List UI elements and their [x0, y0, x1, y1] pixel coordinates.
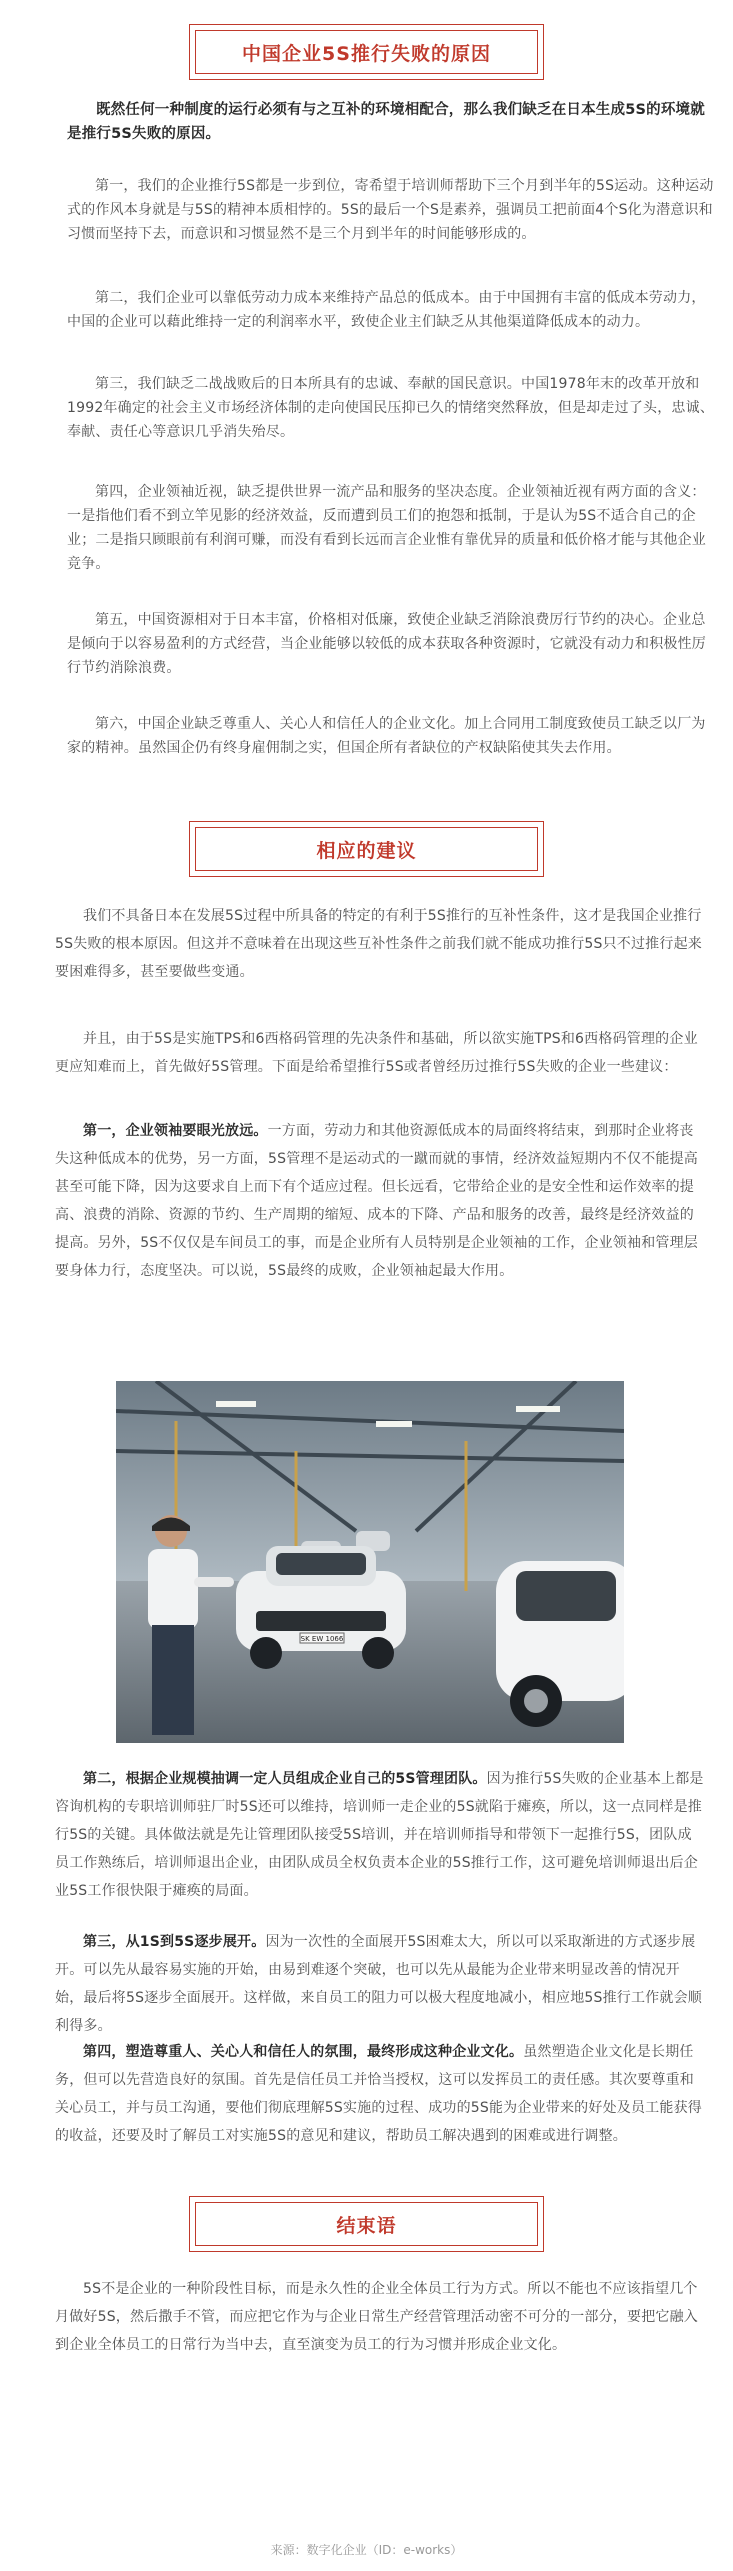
reason-6-paragraph: 第六，中国企业缺乏尊重人、关心人和信任人的企业文化。加上合同用工制度致使员工缺乏以厂为家的精神。虽然国企仍有终身雇佣制之实，但国企所有者缺位的产权缺陷使其失去作用。 — [67, 716, 706, 756]
suggestion-1-heading: 第一，企业领袖要眼光放远。 — [83, 1123, 268, 1139]
suggestion-4-body: 虽然塑造企业文化是长期任务，但可以先营造良好的氛围。首先是信任员工并恰当授权，这可以发挥员工的责任感。其次要尊重和关心员工，并与员工沟通，要他们彻底理解5S实施的过程、成功的5S能为企业带来的好处及员工能获得的收益，还要及时了解员工对实施5S的意见和建议，帮助员工解决遇到的困难或进行调整。 — [55, 2044, 702, 2144]
suggestion-2-paragraph — [55, 1765, 705, 1905]
suggestion-3-heading: 第三，从1S到5S逐步展开。 — [83, 1934, 266, 1950]
reason-3-paragraph: 第三，我们缺乏二战战败后的日本所具有的忠诚、奉献的国民意识。中国1978年末的改革开放和1992年确定的社会主义市场经济体制的走向使国民压抑已久的情绪突然释放，但是却走过了头，忠诚、奉献、责任心等意识几乎消失殆尽。 — [67, 376, 715, 440]
intro-paragraph: 既然任何一种制度的运行必须有与之互补的环境相配合，那么我们缺乏在日本生成5S的环境就是推行5S失败的原因。 — [67, 102, 705, 142]
conclusion-paragraph: 5S不是企业的一种阶段性目标，而是永久性的企业全体员工行为方式。所以不能也不应该指望几个月做好5S，然后撒手不管，而应把它作为与企业日常生产经营管理活动密不可分的一部分，要把它融入到企业全体员工的日常行为当中去，直至演变为员工的行为习惯并形成企业文化。 — [55, 2281, 698, 2353]
section-title-reasons-text: 中国企业5S推行失败的原因 — [195, 30, 538, 74]
section-title-reasons — [189, 24, 544, 80]
license-plate-text: SK EW 1066 — [300, 1635, 344, 1643]
factory-photo — [116, 1381, 624, 1743]
suggestion-1-paragraph — [55, 1117, 705, 1285]
suggestion-context-paragraph: 并且，由于5S是实施TPS和6西格码管理的先决条件和基础，所以欲实施TPS和6西格码管理的企业更应知难而上，首先做好5S管理。下面是给希望推行5S或者曾经历过推行5S失败的企业一些建议： — [55, 1031, 698, 1075]
section-title-conclusion — [189, 2196, 544, 2252]
suggestion-2-heading: 第二，根据企业规模抽调一定人员组成企业自己的5S管理团队。 — [83, 1771, 487, 1787]
suggestion-4-paragraph — [55, 2038, 705, 2150]
suggestion-intro-paragraph: 我们不具备日本在发展5S过程中所具备的特定的有利于5S推行的互补性条件，这才是我国企业推行5S失败的根本原因。但这并不意味着在出现这些互补性条件之前我们就不能成功推行5S只不过推行起来要困难得多，甚至要做些变通。 — [55, 908, 702, 980]
suggestion-4-heading: 第四，塑造尊重人、关心人和信任人的氛围，最终形成这种企业文化。 — [83, 2044, 524, 2060]
source-credit: 来源：数字化企业（ID：e-works） — [270, 2543, 463, 2557]
reason-1-paragraph: 第一，我们的企业推行5S都是一步到位，寄希望于培训师帮助下三个月到半年的5S运动。这种运动式的作风本身就是与5S的精神本质相悖的。5S的最后一个S是素养，强调员工把前面4个S化为潜意识和习惯而坚持下去，而意识和习惯显然不是三个月到半年的时间能够形成的。 — [67, 178, 714, 242]
reason-5-paragraph: 第五，中国资源相对于日本丰富，价格相对低廉，致使企业缺乏消除浪费厉行节约的决心。企业总是倾向于以容易盈利的方式经营，当企业能够以较低的成本获取各种资源时，它就没有动力和积极性厉行节约消除浪费。 — [67, 612, 706, 676]
suggestion-3-paragraph — [55, 1928, 705, 2040]
reason-2-paragraph: 第二，我们企业可以靠低劳动力成本来维持产品总的低成本。由于中国拥有丰富的低成本劳动力，中国的企业可以藉此维持一定的利润率水平，致使企业主们缺乏从其他渠道降低成本的动力。 — [67, 290, 706, 330]
reason-4-paragraph: 第四，企业领袖近视，缺乏提供世界一流产品和服务的坚决态度。企业领袖近视有两方面的含义：一是指他们看不到立竿见影的经济效益，反而遭到员工们的抱怨和抵制，于是认为5S不适合自己的企业；二是指只顾眼前有利润可赚，而没有看到长远而言企业惟有靠优异的质量和低价格才能与其他企业竞争。 — [67, 484, 706, 572]
suggestion-3-body: 因为一次性的全面展开5S困难太大，所以可以采取渐进的方式逐步展开。可以先从最容易实施的开始，由易到难逐个突破，也可以先从最能为企业带来明显改善的情况开始，最后将5S逐步全面展开。这样做，来自员工的阻力可以极大程度地减小，相应地5S推行工作就会顺利得多。 — [55, 1934, 702, 2034]
section-title-conclusion-text: 结束语 — [195, 2202, 538, 2246]
section-title-suggestions-text: 相应的建议 — [195, 827, 538, 871]
suggestion-2-body: 因为推行5S失败的企业基本上都是咨询机构的专职培训师驻厂时5S还可以维持，培训师一走企业的5S就陷于瘫痪，所以，这一点同样是推行5S的关键。具体做法就是先让管理团队接受5S培训，并在培训师指导和带领下一起推行5S，团队成员工作熟练后，培训师退出企业，由团队成员全权负责本企业的5S推行工作，这可避免培训师退出后企业5S工作很快限于瘫痪的局面。 — [55, 1771, 704, 1899]
suggestion-1-body: 一方面，劳动力和其他资源低成本的局面终将结束，到那时企业将丧失这种低成本的优势，另一方面，5S管理不是运动式的一蹴而就的事情，经济效益短期内不仅不能提高甚至可能下降，因为这要求自上而下有个适应过程。但长远看，它带给企业的是安全性和运作效率的提高、浪费的消除、资源的节约、生产周期的缩短、成本的下降、产品和服务的改善，最终是经济效益的提高。另外，5S不仅仅是车间员工的事，而是企业所有人员特别是企业领袖的工作，企业领袖和管理层要身体力行，态度坚决。可以说，5S最终的成败，企业领袖起最大作用。 — [55, 1123, 698, 1279]
section-title-suggestions — [189, 821, 544, 877]
